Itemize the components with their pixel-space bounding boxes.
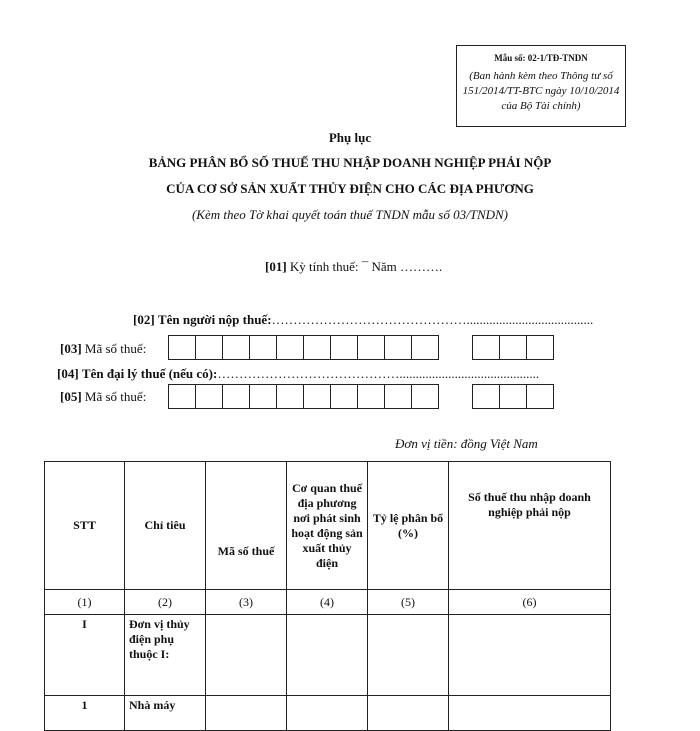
tax-id-suffix-box[interactable]	[472, 335, 500, 360]
agent-tax-id-digit-box[interactable]	[168, 384, 196, 409]
row-rate-cell[interactable]	[368, 615, 449, 696]
col-header-tax-id: Mã số thuế	[206, 462, 287, 590]
document-title-line2: CỦA CƠ SỞ SẢN XUẤT THỦY ĐIỆN CHO CÁC ĐỊA PHƯƠNG	[166, 181, 534, 196]
tax-agent-field	[57, 366, 539, 382]
tax-id-digit-box[interactable]	[249, 335, 277, 360]
col-header-item: Chỉ tiêu	[125, 462, 206, 590]
agent-tax-id-field	[60, 389, 146, 405]
tax-id-digit-box[interactable]	[384, 335, 412, 360]
document-title-line1: BẢNG PHÂN BỔ SỐ THUẾ THU NHẬP DOANH NGHIỆP PHẢI NỘP	[148, 155, 552, 170]
column-number: (3)	[206, 590, 287, 615]
currency-unit: Đơn vị tiền: đồng Việt Nam	[395, 436, 538, 451]
row-stt: I	[45, 615, 125, 696]
tax-id-digit-box[interactable]	[168, 335, 196, 360]
tax-id-suffix-box[interactable]	[526, 335, 554, 360]
agent-tax-id-label: Mã số thuế:	[84, 389, 147, 404]
agent-tax-id-digit-box[interactable]	[384, 384, 412, 409]
agent-tax-id-digit-box[interactable]	[411, 384, 439, 409]
table-row	[45, 615, 611, 696]
tax-id-digit-box[interactable]	[357, 335, 385, 360]
agent-tax-id-digit-box[interactable]	[222, 384, 250, 409]
col-header-stt: STT	[45, 462, 125, 590]
allocation-table	[44, 461, 611, 731]
form-code-box	[456, 45, 626, 127]
column-number: (1)	[45, 590, 125, 615]
tax-id-digit-box[interactable]	[222, 335, 250, 360]
tax-id-digit-box[interactable]	[303, 335, 331, 360]
row-amount-cell[interactable]	[449, 696, 611, 731]
taxpayer-dots: ……………………………………….......................................	[271, 312, 594, 327]
tax-id-suffix-box[interactable]	[499, 335, 527, 360]
appendix-label: Phụ lục	[328, 130, 372, 145]
tax-id-digit-box[interactable]	[411, 335, 439, 360]
row-tax-office-cell[interactable]	[287, 615, 368, 696]
agent-tax-id-digit-box[interactable]	[249, 384, 277, 409]
document-subtitle: (Kèm theo Tờ khai quyết toán thuế TNDN mẫu số 03/TNDN)	[191, 207, 509, 222]
row-amount-cell[interactable]	[449, 615, 611, 696]
agent-tax-id-digit-box[interactable]	[276, 384, 304, 409]
row-tax-office-cell[interactable]	[287, 696, 368, 731]
tax-period-label: Kỳ tính thuế: ¯ Năm ……….	[289, 259, 443, 274]
tax-id-digit-box[interactable]	[330, 335, 358, 360]
tax-id-label: Mã số thuế:	[84, 341, 147, 356]
row-item: Đơn vị thủy điện phụ thuộc I:	[125, 615, 206, 696]
row-rate-cell[interactable]	[368, 696, 449, 731]
col-header-tax-office: Cơ quan thuế địa phương nơi phát sinh hoạt động sản xuất thủy điện	[287, 462, 368, 590]
tax-id-field	[60, 341, 146, 357]
table-row	[45, 696, 611, 731]
column-number: (5)	[368, 590, 449, 615]
agent-tax-id-digit-box[interactable]	[195, 384, 223, 409]
tax-period-field	[265, 259, 442, 275]
col-header-tax-amount: Số thuế thu nhập doanh nghiệp phải nộp	[449, 462, 611, 590]
column-number: (2)	[125, 590, 206, 615]
agent-tax-id-digit-box[interactable]	[357, 384, 385, 409]
tax-id-digit-box[interactable]	[195, 335, 223, 360]
agent-tax-id-digit-box[interactable]	[330, 384, 358, 409]
agent-tax-id-digit-box[interactable]	[303, 384, 331, 409]
tax-id-code: [03]	[60, 341, 82, 356]
taxpayer-code: [02]	[133, 312, 155, 327]
tax-period-code: [01]	[265, 259, 287, 274]
row-tax-id-cell[interactable]	[206, 696, 287, 731]
row-stt: 1	[45, 696, 125, 731]
agent-tax-id-suffix-box[interactable]	[499, 384, 527, 409]
form-issued-by: (Ban hành kèm theo Thông tư số 151/2014/TT-BTC ngày 10/10/2014 của Bộ Tài chính)	[462, 70, 620, 112]
row-item: Nhà máy	[125, 696, 206, 731]
agent-tax-id-suffix-box[interactable]	[526, 384, 554, 409]
tax-agent-code: [04]	[57, 366, 79, 381]
column-number: (4)	[287, 590, 368, 615]
agent-tax-id-suffix-boxes[interactable]	[472, 384, 554, 409]
agent-tax-id-suffix-box[interactable]	[472, 384, 500, 409]
row-tax-id-cell[interactable]	[206, 615, 287, 696]
form-code: Mẫu số: 02-1/TĐ-TNDN	[494, 53, 588, 63]
col-header-allocation-rate: Tỷ lệ phân bổ (%)	[368, 462, 449, 590]
agent-tax-id-boxes[interactable]	[168, 384, 439, 409]
table-header-row	[45, 462, 611, 590]
column-number-row	[45, 590, 611, 615]
agent-tax-id-code: [05]	[60, 389, 82, 404]
tax-agent-dots: ……………………………………...........................................	[217, 366, 540, 381]
tax-agent-label: Tên đại lý thuế (nếu có):	[81, 366, 218, 381]
tax-id-digit-box[interactable]	[276, 335, 304, 360]
column-number: (6)	[449, 590, 611, 615]
tax-id-suffix-boxes[interactable]	[472, 335, 554, 360]
taxpayer-name-field	[133, 312, 593, 328]
taxpayer-label: Tên người nộp thuế:	[157, 312, 272, 327]
tax-id-boxes[interactable]	[168, 335, 439, 360]
